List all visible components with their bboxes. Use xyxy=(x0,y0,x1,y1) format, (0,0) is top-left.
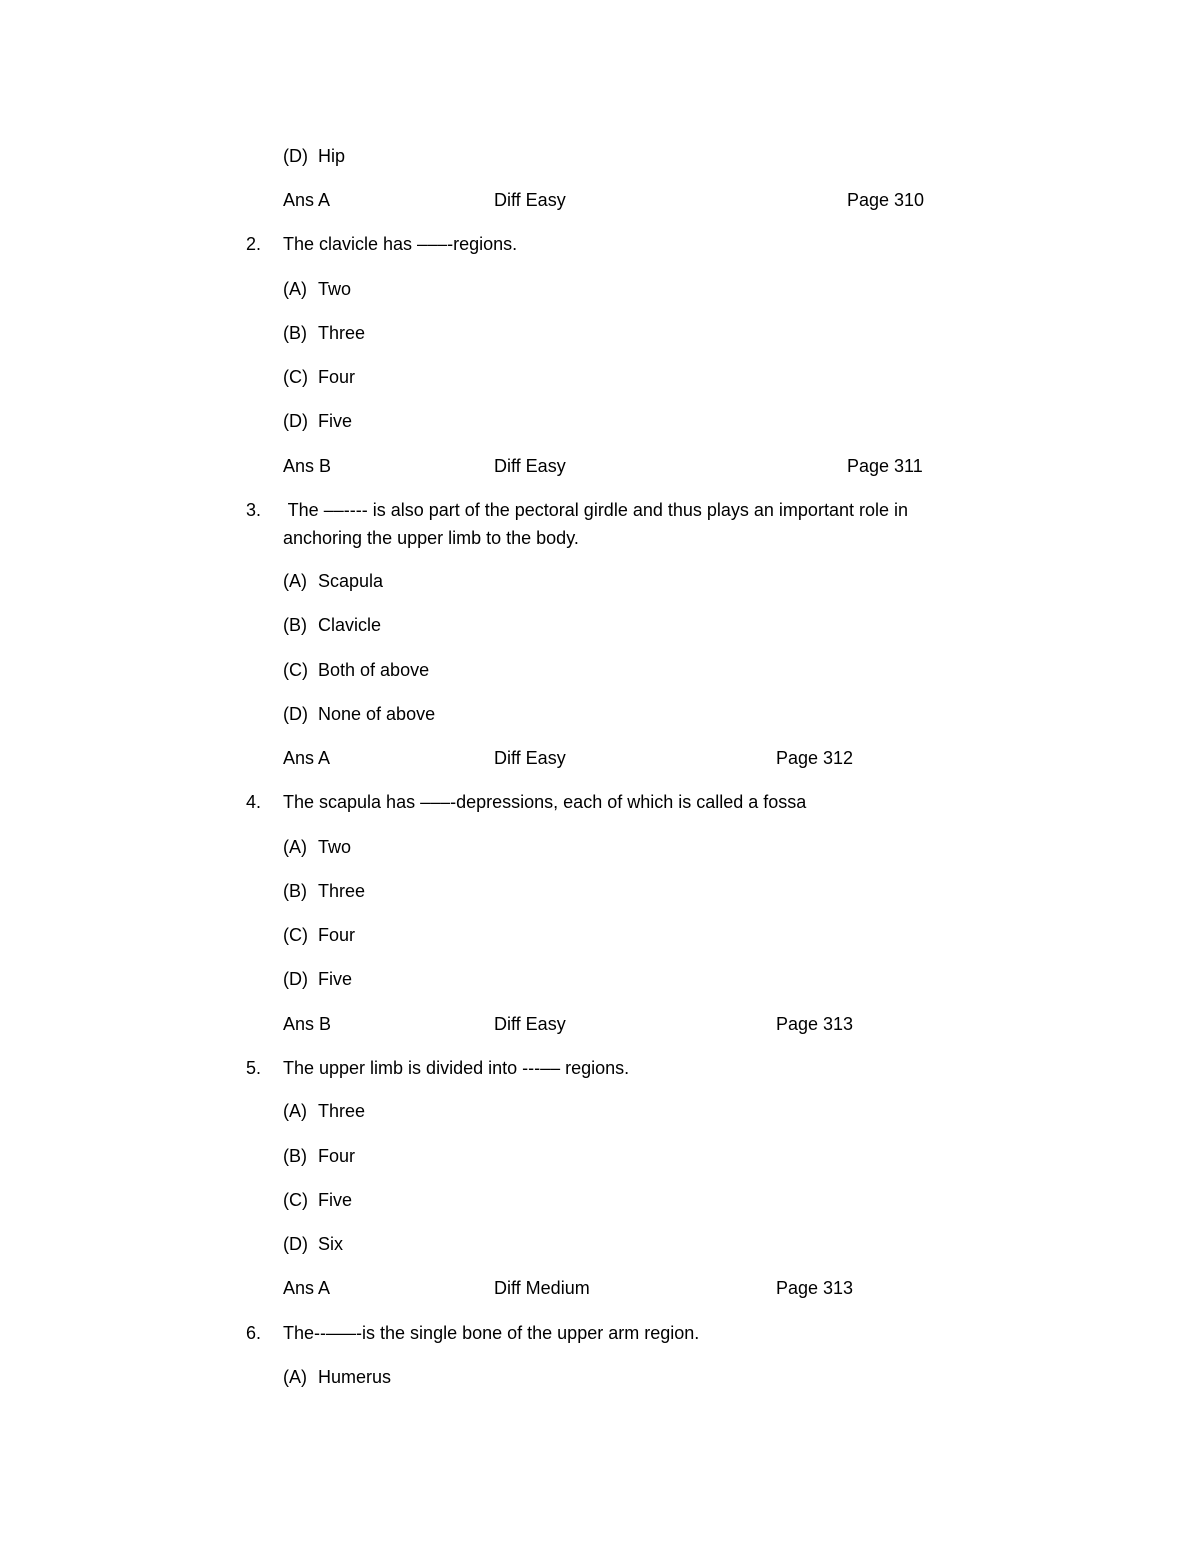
option-letter: (C) xyxy=(283,1190,308,1210)
option-letter: (A) xyxy=(283,571,307,591)
question-text-continued: anchoring the upper limb to the body. xyxy=(283,528,579,548)
option-letter: (D) xyxy=(283,1234,308,1254)
question-number: 4. xyxy=(246,792,262,812)
option-text: Five xyxy=(318,969,353,989)
option-b xyxy=(283,613,381,637)
option-letter: (A) xyxy=(283,837,307,857)
option-text: Three xyxy=(318,881,366,901)
option-text: Five xyxy=(318,411,353,431)
option-letter: (C) xyxy=(283,660,308,680)
option-text: Four xyxy=(318,367,356,387)
option-text: None of above xyxy=(318,704,436,724)
answer-label: Ans A xyxy=(283,190,331,210)
option-text: Humerus xyxy=(318,1367,392,1387)
option-text: Four xyxy=(318,1146,356,1166)
option-letter: (D) xyxy=(283,146,308,166)
question-number: 2. xyxy=(246,234,262,254)
option-letter: (D) xyxy=(283,704,308,724)
question-number: 5. xyxy=(246,1058,262,1078)
option-text: Clavicle xyxy=(318,615,382,635)
option-letter: (B) xyxy=(283,1146,307,1166)
page-reference: Page 310 xyxy=(847,190,925,210)
option-letter: (A) xyxy=(283,279,307,299)
question-text: The scapula has –––-depressions, each of which is called a fossa xyxy=(283,792,807,812)
question-number: 3. xyxy=(246,500,262,520)
option-text: Five xyxy=(318,1190,353,1210)
difficulty-label: Diff Easy xyxy=(494,748,566,768)
difficulty-label: Diff Easy xyxy=(494,456,566,476)
option-text: Both of above xyxy=(318,660,430,680)
option-letter: (D) xyxy=(283,411,308,431)
page-reference: Page 313 xyxy=(776,1014,854,1034)
answer-label: Ans A xyxy=(283,748,331,768)
option-c xyxy=(283,658,429,682)
option-letter: (B) xyxy=(283,323,307,343)
page-reference: Page 313 xyxy=(776,1278,854,1298)
option-letter: (A) xyxy=(283,1101,307,1121)
option-c xyxy=(283,365,355,389)
option-a xyxy=(283,277,351,301)
option-a xyxy=(283,569,383,593)
option-a xyxy=(283,1365,391,1389)
option-b xyxy=(283,321,365,345)
question-text: The upper limb is divided into ---–– regions. xyxy=(283,1058,630,1078)
option-b xyxy=(283,1144,355,1168)
answer-label: Ans B xyxy=(283,1014,332,1034)
page-reference: Page 312 xyxy=(776,748,854,768)
option-text: Three xyxy=(318,323,366,343)
option-text: Two xyxy=(318,279,352,299)
option-text: Hip xyxy=(318,146,346,166)
option-text: Six xyxy=(318,1234,344,1254)
answer-label: Ans A xyxy=(283,1278,331,1298)
question-text: The ––---- is also part of the pectoral girdle and thus plays an important role in xyxy=(283,500,908,520)
option-c xyxy=(283,923,355,947)
option-d xyxy=(283,1232,343,1256)
question-number: 6. xyxy=(246,1323,262,1343)
option-letter: (C) xyxy=(283,925,308,945)
option-b xyxy=(283,879,365,903)
difficulty-label: Diff Easy xyxy=(494,1014,566,1034)
option-d xyxy=(283,409,352,433)
option-a xyxy=(283,835,351,859)
page-reference: Page 311 xyxy=(847,456,923,476)
option-d xyxy=(283,144,345,168)
question-text: The--–––-is the single bone of the upper arm region. xyxy=(283,1323,700,1343)
option-letter: (D) xyxy=(283,969,308,989)
difficulty-label: Diff Easy xyxy=(494,190,566,210)
option-text: Three xyxy=(318,1101,366,1121)
option-letter: (B) xyxy=(283,881,307,901)
option-letter: (C) xyxy=(283,367,308,387)
option-a xyxy=(283,1099,365,1123)
option-text: Four xyxy=(318,925,356,945)
option-d xyxy=(283,967,352,991)
option-text: Two xyxy=(318,837,352,857)
option-d xyxy=(283,702,435,726)
question-text: The clavicle has –––-regions. xyxy=(283,234,518,254)
option-letter: (A) xyxy=(283,1367,307,1387)
option-text: Scapula xyxy=(318,571,384,591)
difficulty-label: Diff Medium xyxy=(494,1278,590,1298)
option-letter: (B) xyxy=(283,615,307,635)
option-c xyxy=(283,1188,352,1212)
answer-label: Ans B xyxy=(283,456,332,476)
